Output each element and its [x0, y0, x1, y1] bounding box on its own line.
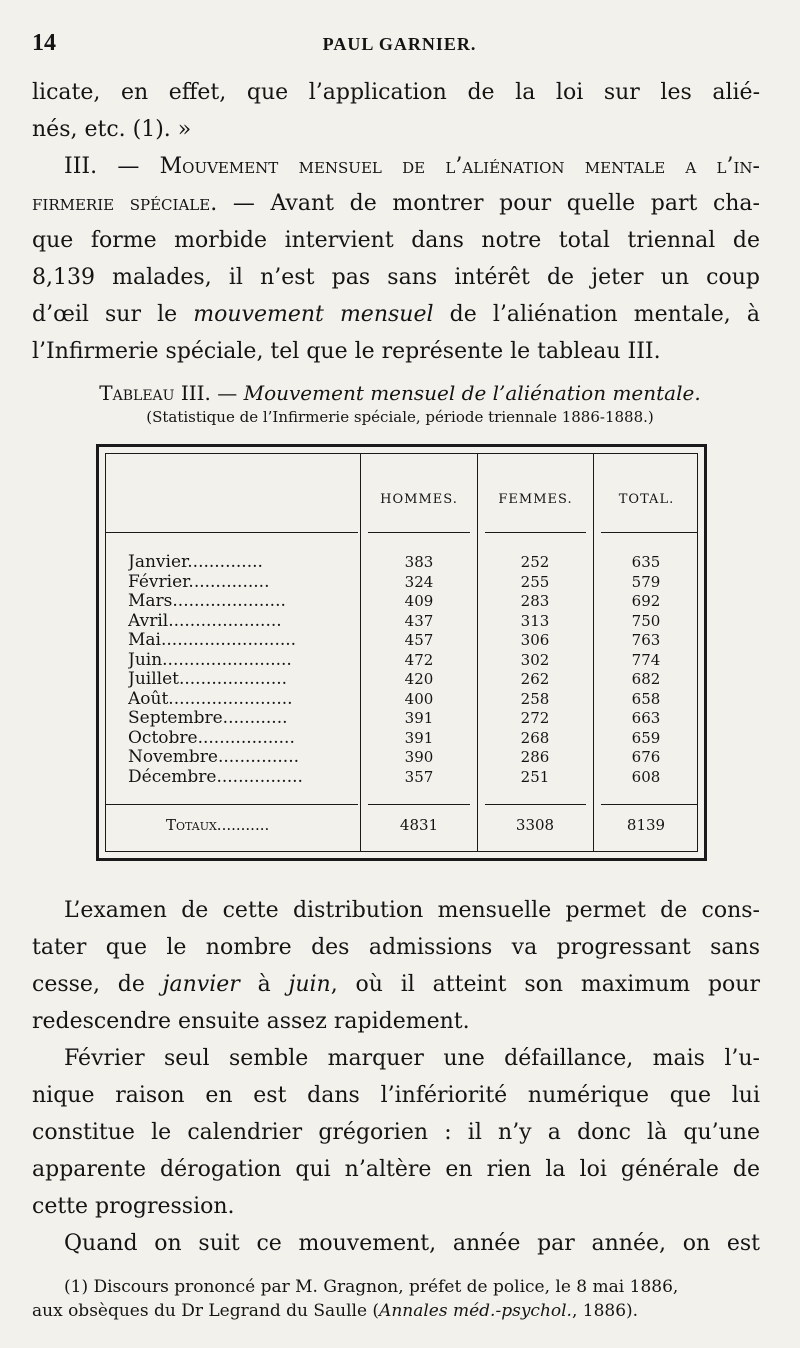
table-label: Tableau III.	[99, 381, 211, 405]
section-heading-line	[32, 148, 760, 185]
section-heading-cont: firmerie spéciale.	[32, 191, 218, 216]
text-line: nique raison en est dans l’infériorité numérique que lui	[32, 1083, 760, 1108]
text-line: redescendre ensuite assez rapidement.	[32, 1009, 470, 1034]
text-line: licate, en effet, que l’application de la loi sur les alié-	[32, 80, 760, 105]
section-heading: Mouvement mensuel de l’aliénation mentale a l’in-	[159, 154, 760, 179]
table-row: Août....................... 400 258 658	[128, 689, 661, 709]
footnote	[32, 1275, 768, 1323]
table-row: Novembre............... 390 286 676	[128, 748, 661, 767]
running-head: PAUL GARNIER.	[322, 34, 477, 54]
table-row: Avril..................... 437 313 750	[128, 611, 661, 631]
column-header-hommes: HOMMES.	[380, 492, 458, 507]
footnote-line: aux obsèques du Dr Legrand du Saulle (Annales méd.-psychol., 1886).	[32, 1301, 639, 1321]
totals-label: Totaux...........	[166, 816, 270, 834]
text-line: cette progression.	[32, 1194, 235, 1219]
table-row: Mai......................... 457 306 763	[128, 631, 661, 650]
text-line: tater que le nombre des admissions va progressant sans	[32, 935, 760, 960]
text-line: firmerie spéciale. — Avant de montrer pour quelle part cha-	[32, 191, 760, 216]
table-row: Juin........................ 472 302 774	[128, 650, 661, 670]
footnote-line: (1) Discours prononcé par M. Gragnon, préfet de police, le 8 mai 1886,	[64, 1277, 679, 1297]
body-paragraph-2	[32, 1040, 760, 1225]
table-row: Décembre................ 357 251 608	[128, 767, 661, 787]
total-total: 8139	[626, 816, 666, 834]
table-row: Juillet.................... 420 262 682	[128, 670, 661, 689]
text-line: 8,139 malades, il n’est pas sans intérêt de jeter un coup	[32, 265, 760, 290]
table-row: Septembre............ 391 272 663	[128, 709, 661, 728]
text-line: Quand on suit ce mouvement, année par année, on est	[64, 1231, 760, 1256]
column-header-femmes: FEMMES.	[498, 492, 573, 507]
intro-paragraph	[32, 74, 760, 148]
text-line: l’Infirmerie spéciale, tel que le représente le tableau III.	[32, 339, 661, 364]
section-paragraph	[32, 148, 760, 370]
text-line: d’œil sur le mouvement mensuel de l’aliénation mentale, à	[32, 302, 760, 327]
table-title: Mouvement mensuel de l’aliénation mentale.	[243, 381, 701, 405]
table-subtitle: (Statistique de l’Infirmerie spéciale, période triennale 1886-1888.)	[146, 408, 654, 426]
text-line: cesse, de janvier à juin, où il atteint son maximum pour	[32, 972, 760, 997]
table-row: Octobre.................. 391 268 659	[128, 728, 661, 748]
table-row: Février............... 324 255 579	[128, 572, 661, 592]
table-row: Janvier.............. 383 252 635	[128, 553, 661, 572]
table-caption: Tableau III. — Mouvement mensuel de l’aliénation mentale. (Statistique de l’Infirmerie spéciale, période triennale 1886-1888.)	[32, 380, 768, 428]
total-femmes: 3308	[515, 816, 555, 834]
page-number: 14	[32, 30, 56, 56]
text-line: apparente dérogation qui n’altère en rien la loi générale de	[32, 1157, 760, 1182]
text-line: L’examen de cette distribution mensuelle permet de cons-	[64, 898, 760, 923]
text-line: constitue le calendrier grégorien : il n’y a donc là qu’une	[32, 1120, 760, 1145]
totals-row	[106, 816, 697, 836]
text-line: que forme morbide intervient dans notre total triennal de	[32, 228, 760, 253]
page-header	[32, 30, 767, 62]
body-paragraph-1	[32, 892, 760, 1040]
total-hommes: 4831	[399, 816, 439, 834]
text-line: nés, etc. (1). »	[32, 117, 192, 142]
text-line: Février seul semble marquer une défaillance, mais l’u-	[64, 1046, 760, 1071]
body-paragraph-3	[32, 1225, 760, 1262]
column-header-total: TOTAL.	[618, 492, 675, 507]
section-number: III. —	[64, 154, 160, 179]
table-row: Mars..................... 409 283 692	[128, 592, 661, 611]
statistics-table	[96, 444, 707, 861]
